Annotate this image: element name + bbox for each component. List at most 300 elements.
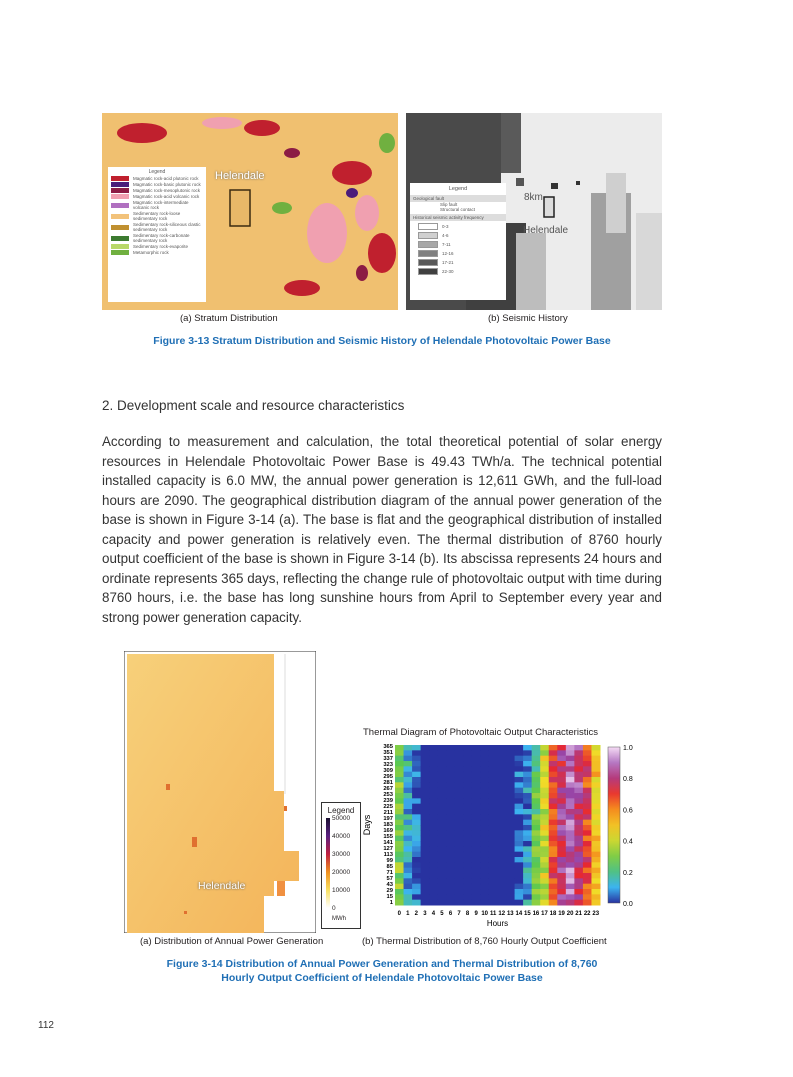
heatmap-cell: [540, 820, 549, 826]
heatmap-cell: [506, 772, 515, 778]
heatmap-cell: [438, 804, 447, 810]
heatmap-cell: [446, 782, 455, 788]
heatmap-cell: [438, 820, 447, 826]
heatmap-cell: [591, 793, 600, 799]
heatmap-cell: [412, 825, 421, 831]
colorbar-tick: 0.6: [623, 807, 633, 815]
heatmap-cell: [549, 900, 558, 906]
heatmap-cell: [421, 889, 430, 895]
heatmap-cell: [412, 889, 421, 895]
heatmap-cell: [557, 809, 566, 815]
heatmap-cell: [489, 868, 498, 874]
heatmap-cell: [480, 782, 489, 788]
heatmap-cell: [498, 777, 507, 783]
heatmap-cell: [583, 745, 592, 751]
heatmap-cell: [429, 830, 438, 836]
heatmap-cell: [489, 788, 498, 794]
heatmap-cell: [574, 750, 583, 756]
legend-swatch: [418, 241, 438, 248]
heatmap-cell: [506, 788, 515, 794]
heatmap-cell: [515, 766, 524, 772]
heatmap-cell: [429, 777, 438, 783]
heatmap-cell: [591, 868, 600, 874]
heatmap-cell: [472, 814, 481, 820]
heatmap-cell: [421, 782, 430, 788]
heatmap-cell: [506, 846, 515, 852]
heatmap-cell: [429, 756, 438, 762]
heatmap-cell: [489, 745, 498, 751]
heatmap-cell: [412, 878, 421, 884]
heatmap-cell: [506, 820, 515, 826]
heatmap-cell: [463, 793, 472, 799]
x-tick-label: 4: [431, 911, 436, 917]
heatmap-cell: [489, 814, 498, 820]
heatmap-cell: [574, 745, 583, 751]
heatmap-cell: [446, 809, 455, 815]
heatmap-cell: [463, 820, 472, 826]
heatmap-cell: [404, 868, 413, 874]
heatmap-cell: [523, 761, 532, 767]
heatmap-cell: [557, 878, 566, 884]
heatmap-cell: [480, 761, 489, 767]
x-axis-label: Hours: [486, 919, 509, 928]
heatmap-cell: [523, 836, 532, 842]
heatmap-cell: [506, 750, 515, 756]
heatmap-cell: [506, 782, 515, 788]
heatmap-cell: [591, 846, 600, 852]
legend-swatch: [418, 223, 438, 230]
heatmap-cell: [540, 745, 549, 751]
heatmap-cell: [438, 841, 447, 847]
heatmap-cell: [438, 889, 447, 895]
heatmap-cell: [566, 900, 575, 906]
heatmap-cell: [540, 841, 549, 847]
y-tick-label: 337: [383, 756, 393, 762]
heatmap-cell: [480, 793, 489, 799]
heatmap-cell: [498, 900, 507, 906]
heatmap-cell: [489, 772, 498, 778]
heatmap-cell: [429, 889, 438, 895]
heatmap-cell: [480, 777, 489, 783]
heatmap-cell: [549, 793, 558, 799]
heatmap-cell: [549, 772, 558, 778]
heatmap-cell: [532, 777, 541, 783]
generation-caption: (a) Distribution of Annual Power Generation: [140, 936, 324, 947]
legend-tick: 20000: [332, 869, 351, 876]
heatmap-cell: [404, 809, 413, 815]
heatmap-cell: [498, 878, 507, 884]
heatmap-cell: [429, 820, 438, 826]
heatmap-cell: [574, 873, 583, 879]
heatmap-cell: [515, 894, 524, 900]
heatmap-cell: [506, 793, 515, 799]
legend-label: 17-21: [442, 260, 454, 265]
heatmap-cell: [506, 777, 515, 783]
heatmap-cell: [446, 889, 455, 895]
heatmap-cell: [463, 894, 472, 900]
heatmap-cell: [421, 761, 430, 767]
heatmap-cell: [404, 761, 413, 767]
heatmap-cell: [463, 782, 472, 788]
legend-item: [410, 259, 506, 266]
colorbar-tick: 0.4: [623, 838, 633, 846]
heatmap-cell: [463, 814, 472, 820]
legend-label: Magmatic rock-basic plutonic rock: [133, 182, 201, 187]
y-tick-label: 365: [383, 744, 393, 750]
heatmap-cell: [395, 830, 404, 836]
legend-item: [410, 241, 506, 248]
heatmap-cell: [498, 809, 507, 815]
heatmap-cell: [480, 798, 489, 804]
heatmap-cell: [480, 772, 489, 778]
heatmap-cell: [438, 782, 447, 788]
heatmap-cell: [540, 894, 549, 900]
heatmap-cell: [583, 878, 592, 884]
legend-swatch: [111, 203, 129, 208]
heatmap-cell: [446, 894, 455, 900]
heatmap-cell: [566, 889, 575, 895]
heatmap-cell: [591, 857, 600, 863]
heatmap-cell: [583, 857, 592, 863]
heatmap-cell: [549, 836, 558, 842]
heatmap-cell: [480, 830, 489, 836]
heatmap-cell: [498, 825, 507, 831]
heatmap-cell: [583, 862, 592, 868]
legend-item: [111, 222, 203, 232]
heatmap-cell: [455, 825, 464, 831]
heatmap-cell: [489, 766, 498, 772]
heatmap-cell: [429, 857, 438, 863]
heatmap-cell: [489, 841, 498, 847]
heatmap-cell: [438, 809, 447, 815]
heatmap-cell: [515, 820, 524, 826]
heatmap-cell: [583, 846, 592, 852]
heatmap-cell: [583, 836, 592, 842]
heatmap-cell: [557, 857, 566, 863]
legend-title: Legend: [327, 806, 355, 815]
heatmap-cell: [574, 884, 583, 890]
heatmap-cell: [463, 750, 472, 756]
heatmap-cell: [455, 846, 464, 852]
heatmap-cell: [421, 878, 430, 884]
heatmap-cell: [480, 894, 489, 900]
heatmap-cell: [557, 798, 566, 804]
heatmap-cell: [455, 884, 464, 890]
heatmap-cell: [455, 804, 464, 810]
heatmap-caption: (b) Thermal Distribution of 8,760 Hourly Output Coefficient: [362, 936, 607, 947]
heatmap-cell: [429, 868, 438, 874]
heatmap-cell: [523, 894, 532, 900]
heatmap-cell: [549, 878, 558, 884]
heatmap-cell: [549, 873, 558, 879]
heatmap-cell: [472, 798, 481, 804]
figure-3-13-caption: Figure 3-13 Stratum Distribution and Seismic History of Helendale Photovoltaic Power Base: [153, 335, 611, 347]
heatmap-cell: [472, 825, 481, 831]
heatmap-cell: [498, 836, 507, 842]
heatmap-cell: [532, 894, 541, 900]
x-tick-label: 15: [524, 911, 531, 917]
heatmap-cell: [557, 745, 566, 751]
heatmap-cell: [540, 750, 549, 756]
heatmap-cell: [574, 804, 583, 810]
heatmap-cell: [489, 889, 498, 895]
heatmap-cell: [566, 884, 575, 890]
legend-title: Legend: [448, 186, 468, 192]
heatmap-cell: [446, 862, 455, 868]
legend-item: [111, 188, 203, 193]
heatmap-cell: [532, 793, 541, 799]
heatmap-cell: [515, 857, 524, 863]
heatmap-cell: [540, 772, 549, 778]
legend-unit: MWh: [332, 916, 346, 922]
heatmap-cell: [429, 841, 438, 847]
heatmap-cell: [549, 798, 558, 804]
heatmap-cell: [395, 804, 404, 810]
heatmap-cell: [583, 804, 592, 810]
heatmap-cell: [455, 793, 464, 799]
heatmap-cell: [412, 804, 421, 810]
heatmap-cell: [566, 766, 575, 772]
heatmap-cell: [489, 894, 498, 900]
body-paragraph: According to measurement and calculation, the total theoretical potential of solar energy resources in Helendale Photovoltaic Power Base is 49.43 TWh/a. The technical potential installed capacity is 6.0 MW, the annual power generation is 12,611 GWh, and the full-load hours are 2090. The geographical distribution diagram of the annual power generation of the base is shown in Figure 3-14 (a). The base is flat and the geographical distribution of installed capacity and power generation is relatively even. The thermal distribution of 8760 hourly output coefficient of the base is shown in Figure 3-14 (b). Its abscissa represents 24 hours and ordinate represents 365 days, reflecting the change rule of photovoltaic output with time during 8760 hours, i.e. the base has long sunshine hours from April to September every year and strong power generation capacity.: [102, 434, 662, 625]
heatmap-cell: [404, 852, 413, 858]
heatmap-cell: [489, 857, 498, 863]
y-tick-label: 253: [383, 792, 393, 798]
heatmap-cell: [583, 884, 592, 890]
heatmap-cell: [446, 852, 455, 858]
x-tick-label: 2: [414, 911, 419, 917]
heatmap-cell: [412, 745, 421, 751]
heatmap-cell: [438, 846, 447, 852]
heatmap-cell: [566, 804, 575, 810]
heatmap-cell: [463, 836, 472, 842]
heatmap-cell: [480, 750, 489, 756]
heatmap-cell: [574, 788, 583, 794]
legend-label: 22-30: [442, 269, 454, 274]
heatmap-cell: [472, 852, 481, 858]
heatmap-cell: [489, 884, 498, 890]
heatmap-cell: [523, 884, 532, 890]
heatmap-cell: [446, 825, 455, 831]
colorbar-tick: 0.0: [623, 901, 633, 908]
heatmap-cell: [395, 756, 404, 762]
legend-title: Legend: [148, 169, 166, 175]
heatmap-cell: [574, 841, 583, 847]
legend-swatch: [418, 259, 438, 266]
heatmap-cell: [395, 857, 404, 863]
heatmap-cell: [438, 836, 447, 842]
heatmap-cell: [523, 889, 532, 895]
heatmap-cell: [412, 852, 421, 858]
heatmap-cell: [591, 788, 600, 794]
heatmap-cell: [506, 830, 515, 836]
heatmap-cell: [463, 841, 472, 847]
heatmap-cell: [455, 841, 464, 847]
heatmap-cell: [557, 862, 566, 868]
heatmap-cell: [480, 846, 489, 852]
heatmap-cell: [540, 889, 549, 895]
heatmap-cell: [591, 798, 600, 804]
heatmap-cell: [404, 830, 413, 836]
heatmap-cell: [421, 873, 430, 879]
heatmap-cell: [583, 772, 592, 778]
heatmap-cell: [455, 809, 464, 815]
generation-legend: [321, 802, 361, 929]
heatmap-cell: [566, 878, 575, 884]
heatmap-cell: [412, 873, 421, 879]
heatmap-cell: [583, 756, 592, 762]
heatmap-cell: [455, 745, 464, 751]
heatmap-cell: [438, 900, 447, 906]
heatmap-cell: [557, 852, 566, 858]
colorbar: [608, 747, 620, 903]
heatmap-cell: [438, 830, 447, 836]
heatmap-cell: [523, 820, 532, 826]
heatmap-cell: [591, 889, 600, 895]
heatmap-cell: [463, 900, 472, 906]
heatmap-cell: [540, 878, 549, 884]
heatmap-cell: [574, 836, 583, 842]
y-tick-label: 127: [383, 846, 393, 852]
heatmap-cell: [515, 836, 524, 842]
y-tick-label: 155: [383, 834, 393, 840]
heatmap-cell: [506, 836, 515, 842]
heatmap-cell: [429, 809, 438, 815]
heatmap-cell: [557, 793, 566, 799]
heatmap-cell: [591, 836, 600, 842]
x-tick-label: 10: [481, 911, 489, 917]
heatmap-cell: [540, 788, 549, 794]
heatmap-cell: [574, 862, 583, 868]
heatmap-cell: [515, 782, 524, 788]
heatmap-cell: [532, 820, 541, 826]
legend-label: Sedimentary rock-siliceous clastic sedimentary rock: [133, 222, 201, 232]
heatmap-cell: [591, 804, 600, 810]
heatmap-cell: [480, 884, 489, 890]
heatmap-cell: [515, 868, 524, 874]
heatmap-cell: [506, 884, 515, 890]
y-tick-label: 197: [383, 816, 393, 822]
heatmap-cell: [566, 857, 575, 863]
heatmap-cell: [583, 782, 592, 788]
heatmap-cell: [523, 862, 532, 868]
heatmap-cell: [540, 857, 549, 863]
heatmap-cell: [574, 814, 583, 820]
heatmap-cell: [532, 772, 541, 778]
heatmap-cell: [404, 873, 413, 879]
heatmap-cell: [438, 814, 447, 820]
heatmap-cell: [557, 804, 566, 810]
y-tick-label: 183: [383, 822, 393, 828]
heatmap-cell: [446, 830, 455, 836]
heatmap-cell: [429, 788, 438, 794]
heatmap-cell: [463, 857, 472, 863]
heatmap-cell: [498, 766, 507, 772]
x-tick-label: 5: [440, 911, 444, 917]
heatmap-cell: [395, 878, 404, 884]
heatmap-cell: [395, 750, 404, 756]
heatmap-cell: [549, 830, 558, 836]
heatmap-cell: [566, 841, 575, 847]
heatmap-cell: [532, 761, 541, 767]
legend-item: [111, 194, 203, 199]
heatmap-cell: [421, 777, 430, 783]
heatmap-cell: [412, 782, 421, 788]
legend-label: 0-3: [442, 224, 449, 229]
heatmap-cell: [404, 772, 413, 778]
heatmap-cell: [404, 756, 413, 762]
heatmap-cell: [498, 889, 507, 895]
legend-label: Magmatic rock-mesoplutonic rock: [133, 188, 201, 193]
heatmap-cell: [515, 772, 524, 778]
x-tick-label: 18: [549, 911, 557, 917]
heatmap-cell: [532, 841, 541, 847]
heatmap-cell: [489, 836, 498, 842]
heatmap-cell: [523, 846, 532, 852]
heatmap-cell: [455, 894, 464, 900]
heatmap-cell: [472, 804, 481, 810]
x-tick-label: 17: [541, 911, 548, 917]
heatmap-cell: [480, 900, 489, 906]
heatmap-cell: [540, 804, 549, 810]
heatmap-cell: [583, 894, 592, 900]
heatmap-cell: [429, 900, 438, 906]
heatmap-cell: [591, 841, 600, 847]
heatmap-cell: [438, 756, 447, 762]
heatmap-cell: [429, 761, 438, 767]
heatmap-cell: [515, 761, 524, 767]
heatmap-cell: [480, 825, 489, 831]
heatmap-cell: [404, 825, 413, 831]
heatmap-cell: [455, 852, 464, 858]
heatmap-cell: [557, 889, 566, 895]
heatmap-cell: [395, 782, 404, 788]
heatmap-cell: [395, 777, 404, 783]
heatmap-cell: [472, 761, 481, 767]
heatmap-cell: [583, 868, 592, 874]
heatmap-cell: [574, 766, 583, 772]
heatmap-cell: [480, 862, 489, 868]
heatmap-cell: [498, 756, 507, 762]
heatmap-cell: [583, 761, 592, 767]
x-tick-label: 7: [457, 911, 461, 917]
x-tick-label: 8: [465, 911, 470, 917]
heatmap-cell: [515, 756, 524, 762]
heatmap-cell: [574, 772, 583, 778]
heatmap-cell: [412, 761, 421, 767]
x-tick-label: 21: [575, 911, 582, 917]
legend-label: 4-6: [442, 233, 449, 238]
legend-item: [410, 223, 506, 230]
heatmap-cell: [446, 900, 455, 906]
heatmap-cell: [421, 836, 430, 842]
heatmap-cell: [421, 868, 430, 874]
heatmap-cell: [574, 830, 583, 836]
heatmap-cell: [489, 873, 498, 879]
heatmap-cell: [540, 782, 549, 788]
heatmap-cell: [463, 809, 472, 815]
heatmap-cell: [412, 894, 421, 900]
heatmap-cell: [480, 809, 489, 815]
fault-item: Structural contact: [440, 207, 476, 212]
heatmap-cell: [404, 766, 413, 772]
heatmap-cell: [532, 782, 541, 788]
heatmap-cell: [429, 862, 438, 868]
heatmap-cell: [395, 894, 404, 900]
x-tick-label: 9: [474, 911, 478, 917]
heatmap-cell: [498, 852, 507, 858]
heatmap-cell: [557, 777, 566, 783]
